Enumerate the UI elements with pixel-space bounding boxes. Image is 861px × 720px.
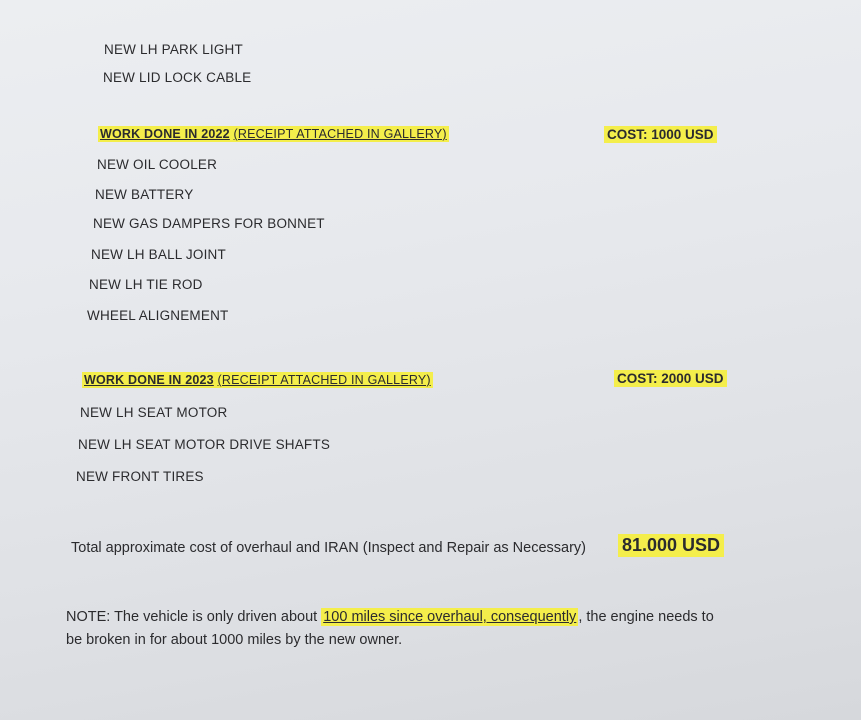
list-item: NEW LH BALL JOINT bbox=[91, 247, 226, 262]
list-item: NEW BATTERY bbox=[95, 187, 194, 202]
list-item: NEW LH SEAT MOTOR DRIVE SHAFTS bbox=[78, 437, 331, 452]
total-label: Total approximate cost of overhaul and IRAN (Inspect and Repair as Necessary) bbox=[71, 540, 586, 556]
cost-2023: COST: 2000 USD bbox=[614, 370, 727, 387]
cost-2022: COST: 1000 USD bbox=[604, 126, 717, 143]
list-item: NEW GAS DAMPERS FOR BONNET bbox=[93, 216, 325, 231]
list-item: NEW LH SEAT MOTOR bbox=[80, 405, 228, 420]
note bbox=[66, 606, 786, 652]
section-heading-2023 bbox=[82, 373, 433, 387]
list-item: NEW LH PARK LIGHT bbox=[104, 42, 243, 57]
list-item: NEW OIL COOLER bbox=[97, 157, 218, 172]
list-item: WHEEL ALIGNEMENT bbox=[87, 308, 229, 323]
note-prefix: NOTE: The vehicle is only driven about bbox=[66, 609, 318, 625]
section-heading-2022 bbox=[98, 127, 449, 141]
list-item: NEW LH TIE ROD bbox=[89, 277, 203, 292]
list-item: NEW LID LOCK CABLE bbox=[103, 70, 252, 85]
note-suffix: , the engine needs to bbox=[578, 609, 714, 625]
section-heading-2023-title: WORK DONE IN 2023 bbox=[84, 373, 214, 387]
note-line2: be broken in for about 1000 miles by the new owner. bbox=[66, 632, 403, 648]
total-amount: 81.000 USD bbox=[618, 534, 724, 557]
note-highlight: 100 miles since overhaul, consequently bbox=[323, 609, 577, 625]
section-heading-2022-title: WORK DONE IN 2022 bbox=[100, 127, 230, 141]
section-heading-2023-suffix: (RECEIPT ATTACHED IN GALLERY) bbox=[217, 373, 431, 387]
section-heading-2022-suffix: (RECEIPT ATTACHED IN GALLERY) bbox=[233, 127, 447, 141]
list-item: NEW FRONT TIRES bbox=[76, 469, 204, 484]
